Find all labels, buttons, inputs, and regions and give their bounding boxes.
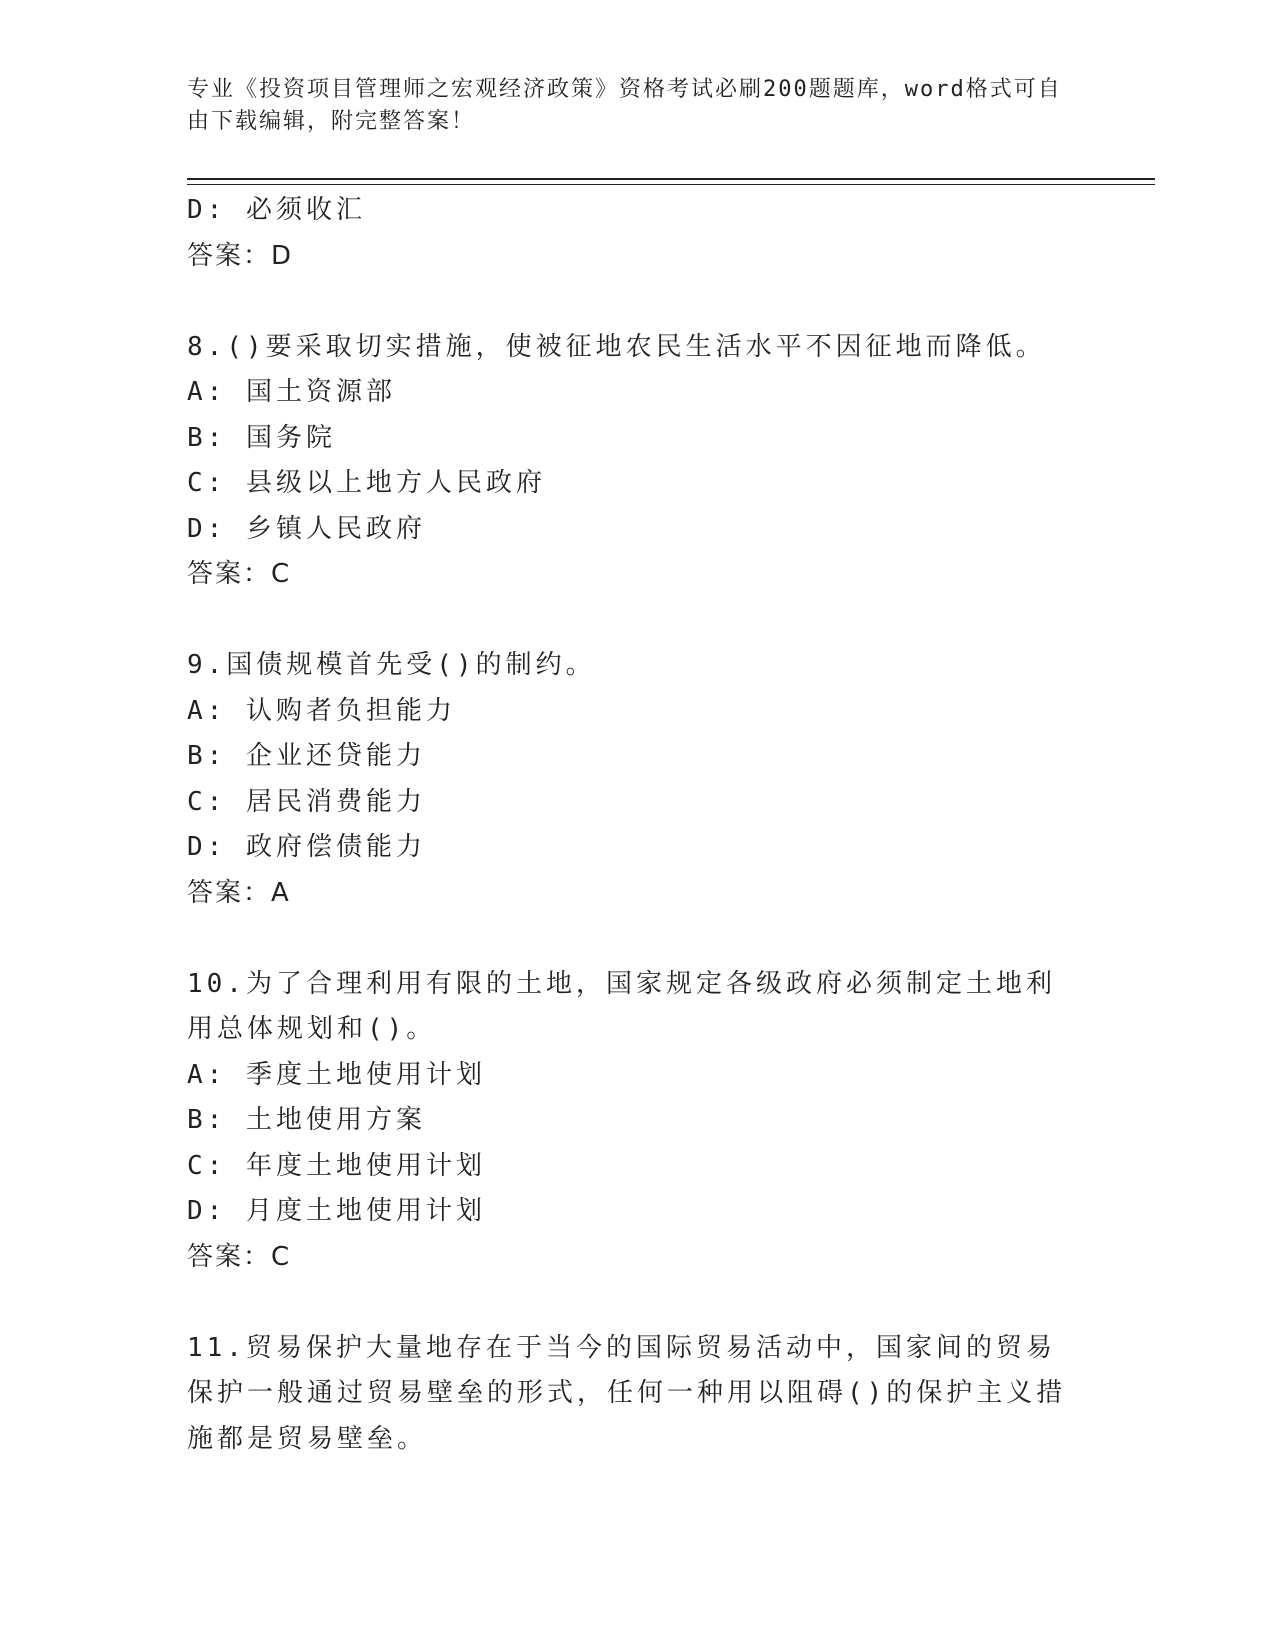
option-a: A: 认购者负担能力	[187, 695, 456, 726]
option-d: D: 必须收汇	[187, 195, 366, 225]
option-d: D: 月度土地使用计划	[187, 1196, 486, 1226]
option-a: A: 季度土地使用计划	[187, 1059, 486, 1090]
document-body	[187, 188, 1087, 1462]
carryover-question	[187, 188, 1087, 279]
option-b: B: 土地使用方案	[187, 1105, 426, 1135]
question-text: 9.国债规模首先受()的制约。	[187, 650, 596, 680]
header-rule-thick	[187, 178, 1155, 180]
option-c: C: 年度土地使用计划	[187, 1150, 486, 1181]
question-text: 10.为了合理利用有限的土地，国家规定各级政府必须制定土地利用总体规划和()。	[187, 968, 1056, 1044]
question-9	[187, 643, 1087, 916]
document-header: 专业《投资项目管理师之宏观经济政策》资格考试必刷200题题库，word格式可自由下载编辑，附完整答案！	[187, 77, 1062, 134]
question-10	[187, 962, 1087, 1281]
question-text: 8.()要采取切实措施，使被征地农民生活水平不因征地而降低。	[187, 331, 1046, 362]
question-11	[187, 1326, 1087, 1463]
option-a: A: 国土资源部	[187, 377, 396, 407]
question-8	[187, 325, 1087, 598]
header-rule-thin	[187, 184, 1155, 185]
option-b: B: 国务院	[187, 422, 336, 453]
answer: 答案：A	[187, 877, 291, 908]
option-c: C: 县级以上地方人民政府	[187, 468, 546, 498]
option-c: C: 居民消费能力	[187, 786, 426, 817]
answer: 答案：C	[187, 1241, 292, 1272]
answer: 答案：D	[187, 240, 294, 271]
option-b: B: 企业还贷能力	[187, 741, 426, 771]
answer: 答案：C	[187, 559, 292, 589]
option-d: D: 政府偿债能力	[187, 832, 426, 862]
option-d: D: 乡镇人民政府	[187, 513, 426, 544]
question-text: 11.贸易保护大量地存在于当今的国际贸易活动中，国家间的贸易保护一般通过贸易壁垒的形式，任何一种用以阻碍()的保护主义措施都是贸易壁垒。	[187, 1332, 1067, 1454]
